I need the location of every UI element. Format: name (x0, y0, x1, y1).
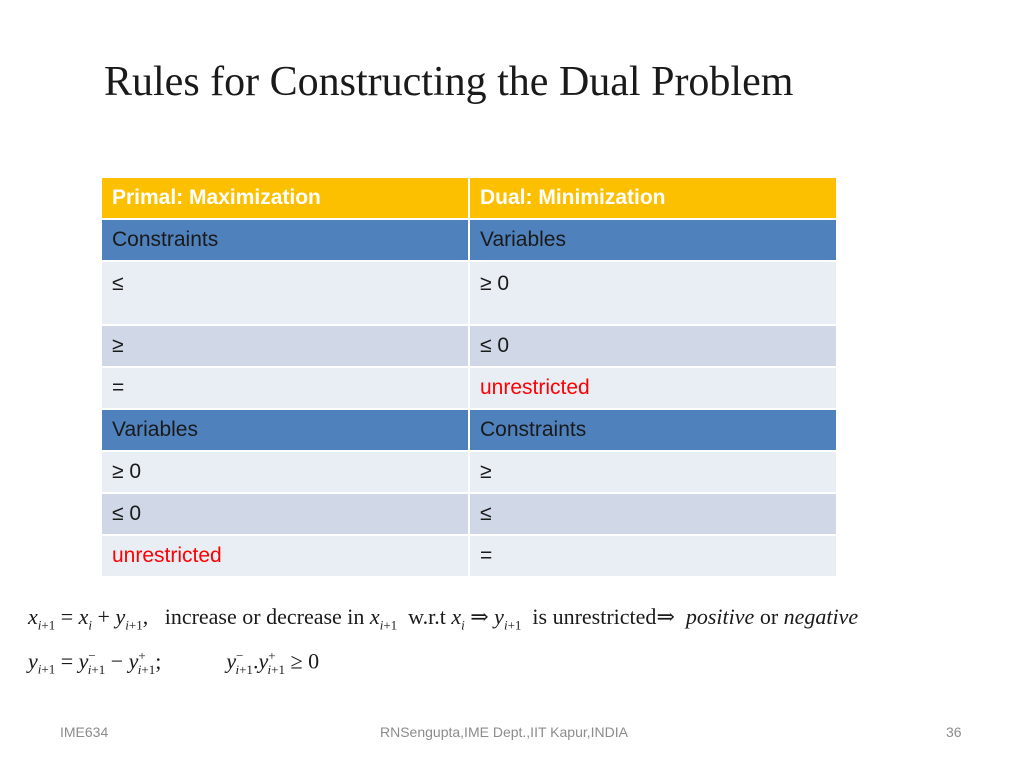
equation-line-1: $x_{i+1} = x_i + y_{i+1}$, increase or decrease in $x_{i+1}$ w.r.t $x_i$ ⇒ $y_{i+1}$ is unrestricted⇒ positive or negative (28, 604, 859, 633)
header-primal: Primal: Maximization (102, 178, 469, 219)
table-cell: ≥ 0 (102, 451, 469, 493)
table-row (102, 219, 836, 261)
table-row (102, 367, 836, 409)
implies-icon: ⇒ (470, 604, 489, 629)
math-text-negative: negative (783, 604, 859, 629)
table-cell: ≥ 0 (469, 261, 836, 325)
math-text-wrt: w.r.t (408, 604, 446, 629)
math-text-or: or (759, 604, 779, 629)
table-row (102, 451, 836, 493)
math-text-unrestricted: is unrestricted (532, 604, 657, 629)
table-row (102, 325, 836, 367)
footer-course-code: IME634 (60, 724, 109, 740)
table-row (102, 535, 836, 577)
table-cell: Variables (469, 219, 836, 261)
table-cell: ≥ (102, 325, 469, 367)
math-geq-zero: ≥ 0 (290, 648, 320, 674)
dual-rules-table (102, 178, 836, 578)
equation-line-2: $y_{i+1} = y^-_{i+1} - y^+_{i+1}$; $y^-_{i+1}.y^+_{i+1} \ge 0$ (28, 648, 320, 677)
table-cell: ≤ (102, 261, 469, 325)
implies-icon: ⇒ (656, 604, 675, 629)
table-cell-unrestricted: unrestricted (102, 535, 469, 577)
table-cell: ≤ (469, 493, 836, 535)
table-row (102, 409, 836, 451)
table-cell: ≤ 0 (102, 493, 469, 535)
table-cell: ≤ 0 (469, 325, 836, 367)
math-text-increase: increase or decrease in (164, 604, 365, 629)
page-number: 36 (946, 724, 962, 740)
table-cell: ≥ (469, 451, 836, 493)
footer-author: RNSengupta,IME Dept.,IIT Kapur,INDIA (380, 724, 628, 740)
slide-title: Rules for Constructing the Dual Problem (104, 59, 794, 105)
table-cell: = (469, 535, 836, 577)
math-semicolon: ; (155, 648, 162, 674)
table-header-row (102, 178, 836, 219)
table-row (102, 261, 836, 325)
table-cell: Variables (102, 409, 469, 451)
table-cell: = (102, 367, 469, 409)
table-cell: Constraints (102, 219, 469, 261)
table-cell-unrestricted: unrestricted (469, 367, 836, 409)
math-text-positive: positive (685, 604, 755, 629)
table-cell: Constraints (469, 409, 836, 451)
table-row (102, 493, 836, 535)
header-dual: Dual: Minimization (469, 178, 836, 219)
